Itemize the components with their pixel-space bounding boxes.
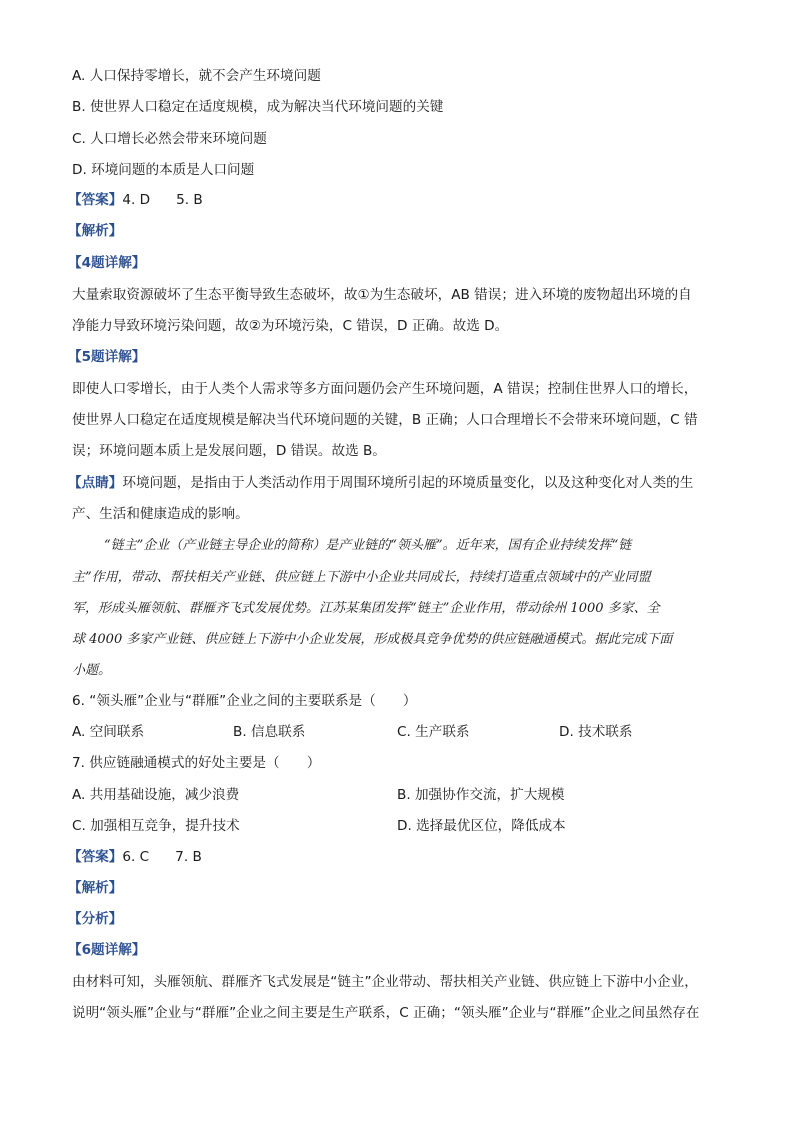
material-line-4: 球 4000 多家产业链、供应链上下游中小企业发展，形成极具竞争优势的供应链融通模式。据此完成下面 [72,632,673,647]
detail-6-line-1: 由材料可知，头雁领航、群雁齐飞式发展是“链主”企业带动、帮扶相关产业链、供应链上下游中小企业， [72,974,698,990]
answer-q4: 4. D [122,192,151,208]
q6-stem: 6. “领头雁”企业与“群雁”企业之间的主要联系是（ ） [72,693,417,709]
detail-5-line-2: 使世界人口稳定在适度规模是解决当代环境问题的关键，B 正确；人口合理增长不会带来环境问题，C 错 [72,412,698,428]
fenxi-label: 【分析】 [68,911,123,927]
material-line-5: 小题。 [72,663,112,678]
point-label: 【点睛】 [68,475,123,491]
detail-6-label: 【6题详解】 [68,942,146,958]
q5-option-d: D. 环境问题的本质是人口问题 [72,162,255,178]
q5-option-c: C. 人口增长必然会带来环境问题 [72,131,267,147]
material-line-3: 军，形成头雁领航、群雁齐飞式发展优势。江苏某集团发挥“链主”企业作用，带动徐州 1000 多家、全 [72,601,660,616]
answer-label-2: 【答案】 [68,849,123,865]
answer-q6: 6. C [122,849,150,865]
point-text-1: 环境问题，是指由于人类活动作用于周围环境所引起的环境质量变化，以及这种变化对人类的生 [122,475,694,491]
point-line-1 [68,474,693,492]
material-line-1: “链主”企业（产业链主导企业的简称）是产业链的“领头雁”。近年来，国有企业持续发挥“链 [104,538,632,553]
answer-q5: 5. B [176,192,203,208]
answer-q7: 7. B [175,849,202,865]
q6-option-c: C. 生产联系 [397,724,470,740]
q6-option-d: D. 技术联系 [559,724,633,740]
detail-5-label: 【5题详解】 [68,349,146,365]
answer-label: 【答案】 [68,192,123,208]
q7-stem: 7. 供应链融通模式的好处主要是（ ） [72,755,321,771]
q7-option-c: C. 加强相互竞争，提升技术 [72,818,240,834]
detail-5-line-1: 即使人口零增长，由于人类个人需求等多方面问题仍会产生环境问题，A 错误；控制住世界人口的增长， [72,381,698,397]
q7-option-b: B. 加强协作交流，扩大规模 [397,787,565,803]
q5-option-a: A. 人口保持零增长，就不会产生环境问题 [72,68,321,84]
q7-option-d: D. 选择最优区位，降低成本 [397,818,566,834]
q6-option-b: B. 信息联系 [233,724,306,740]
q6-option-a: A. 空间联系 [72,724,145,740]
detail-4-label: 【4题详解】 [68,255,146,271]
detail-4-line-2: 净能力导致环境污染问题，故②为环境污染，C 错误，D 正确。故选 D。 [72,318,509,334]
detail-6-line-2: 说明“领头雁”企业与“群雁”企业之间主要是生产联系，C 正确；“领头雁”企业与“群雁”企业之间虽然存在 [72,1005,700,1021]
detail-5-line-3: 误；环境问题本质上是发展问题，D 错误。故选 B。 [72,443,386,459]
q5-option-b: B. 使世界人口稳定在适度规模，成为解决当代环境问题的关键 [72,99,444,115]
q7-option-a: A. 共用基础设施，减少浪费 [72,787,240,803]
analysis-label: 【解析】 [68,223,123,239]
detail-4-line-1: 大量索取资源破坏了生态平衡导致生态破坏，故①为生态破坏，AB 错误；进入环境的废物超出环境的自 [72,287,692,303]
answer-line-2 [68,848,202,866]
material-line-2: 主”作用，带动、帮扶相关产业链、供应链上下游中小企业共同成长，持续打造重点领域中的产业同盟 [72,570,651,585]
answer-line-1 [68,191,203,209]
point-line-2: 产、生活和健康造成的影响。 [72,506,249,522]
analysis-label-2: 【解析】 [68,880,123,896]
